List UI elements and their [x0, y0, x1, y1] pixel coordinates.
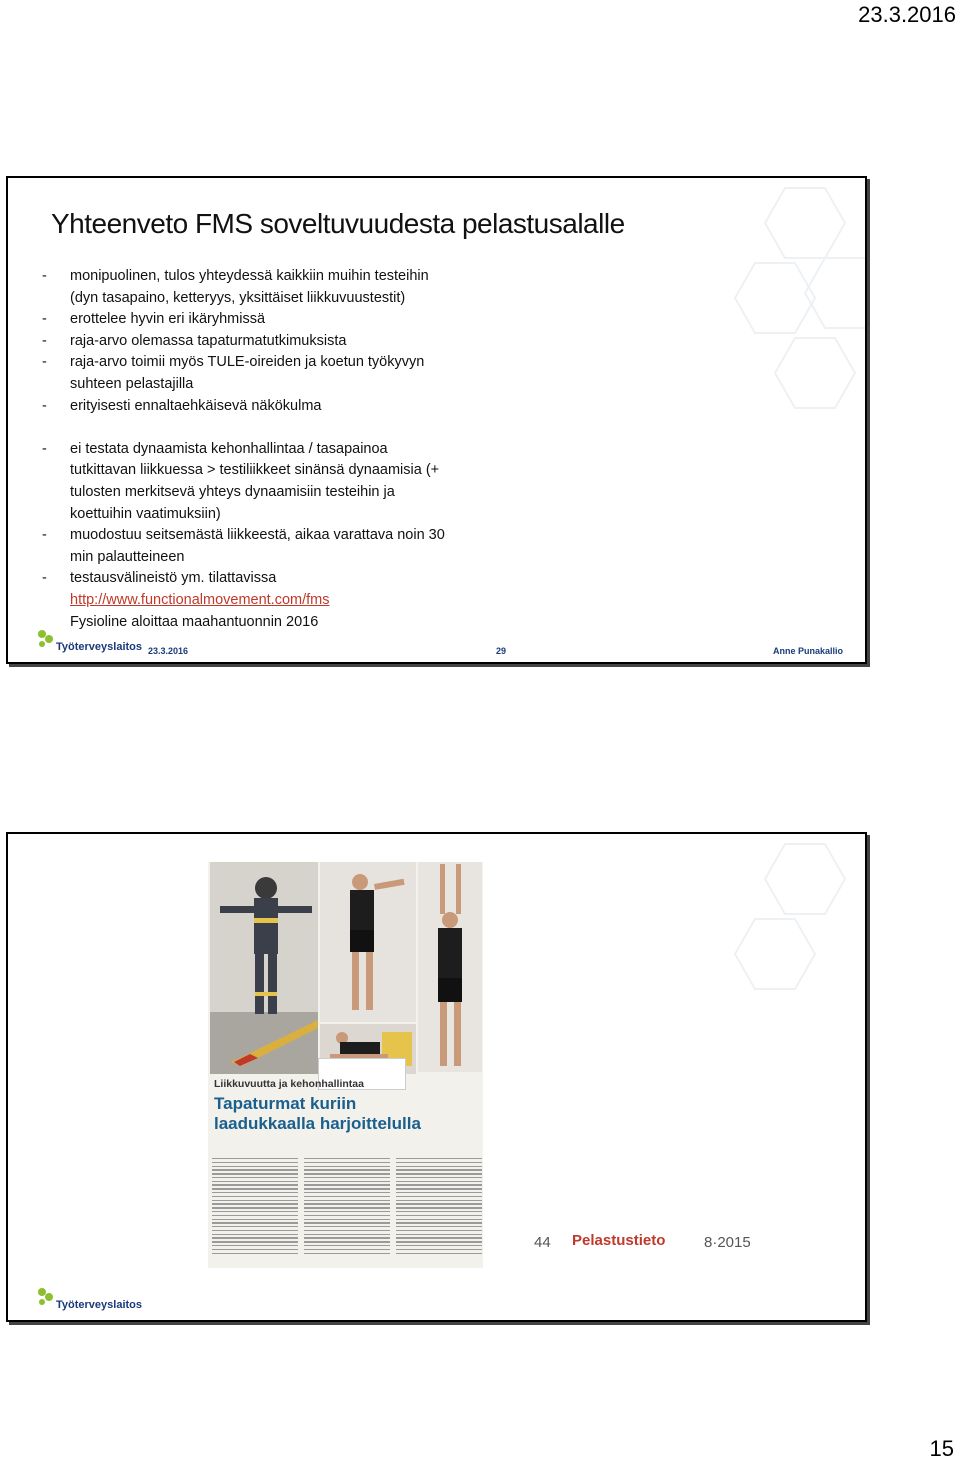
spacer	[42, 417, 602, 439]
bullet-list	[42, 266, 602, 633]
article-kicker: Liikkuvuutta ja kehonhallintaa	[214, 1078, 364, 1090]
bullet-item: - raja-arvo olemassa tapaturmatutkimuksista	[42, 332, 347, 349]
bullet-item: - muodostuu seitsemästä liikkeestä, aikaa varattava noin 30	[42, 527, 445, 544]
article-column	[396, 1158, 482, 1262]
bullet-continuation: Fysioline aloittaa maahantuonnin 2016	[70, 613, 319, 630]
page-date: 23.3.2016	[858, 2, 956, 27]
slide-footer	[8, 1286, 865, 1320]
bullet-continuation: koettuihin vaatimuksiin)	[70, 505, 221, 522]
article-headline: Tapaturmat kuriin laadukkaalla harjoittelulla	[214, 1094, 421, 1133]
tyoterveyslaitos-logo	[36, 1286, 156, 1316]
bullet-item: - ei testata dynaamista kehonhallintaa / tasapainoa	[42, 440, 388, 457]
article-column	[212, 1158, 298, 1262]
page-number: 15	[929, 1436, 954, 1461]
magazine-issue: 8·2015	[704, 1234, 751, 1251]
bullet-item: - monipuolinen, tulos yhteydessä kaikkiin muihin testeihin	[42, 268, 429, 284]
slide-footer	[8, 628, 865, 662]
slide-magazine	[6, 832, 867, 1322]
side-bend-photo	[320, 862, 416, 1022]
footer-author: Anne Punakallio	[772, 646, 843, 656]
magazine-clipping	[208, 862, 483, 1268]
bullet-item: - erottelee hyvin eri ikäryhmissä	[42, 311, 266, 328]
tyoterveyslaitos-logo	[36, 628, 156, 658]
logo-text: Työterveyslaitos	[56, 1299, 143, 1311]
footer-date: 23.3.2016	[148, 646, 189, 656]
bullet-item: - erityisesti ennaltaehkäisevä näkökulma	[42, 397, 322, 414]
magazine-brand: Pelastustieto	[572, 1232, 666, 1249]
bullet-continuation	[42, 590, 602, 612]
fms-link[interactable]: http://www.functionalmovement.com/fms	[70, 591, 330, 608]
slide-number: 29	[496, 646, 507, 656]
logo-icon	[36, 1286, 56, 1308]
article-body	[212, 1158, 482, 1268]
slide-summary	[6, 176, 867, 664]
bullet-continuation: tutkittavan liikkuessa > testiliikkeet sinänsä dynaamisia (+	[70, 462, 440, 479]
slide-title: Yhteenveto FMS soveltuvuudesta pelastusalalle	[51, 208, 625, 239]
overhead-reach-photo	[418, 862, 482, 1072]
article-column	[304, 1158, 390, 1262]
bullet-continuation: min palautteineen	[70, 548, 185, 565]
hexagon-pattern	[625, 178, 865, 658]
bullet-item: - raja-arvo toimii myös TULE-oireiden ja koetun työkyvyn	[42, 354, 425, 371]
bullet-continuation: suhteen pelastajilla	[70, 375, 194, 392]
logo-text: Työterveyslaitos	[56, 641, 143, 653]
logo-icon	[36, 628, 56, 650]
firefighter-balance-photo	[210, 862, 318, 1074]
bullet-continuation: (dyn tasapaino, ketteryys, yksittäiset liikkuvuustestit)	[70, 289, 406, 306]
bullet-continuation: tulosten merkitsevä yhteys dynaamisiin testeihin ja	[70, 483, 395, 500]
bullet-item: - testausvälineistö ym. tilattavissa	[42, 570, 277, 587]
magazine-page-number: 44	[534, 1234, 551, 1251]
